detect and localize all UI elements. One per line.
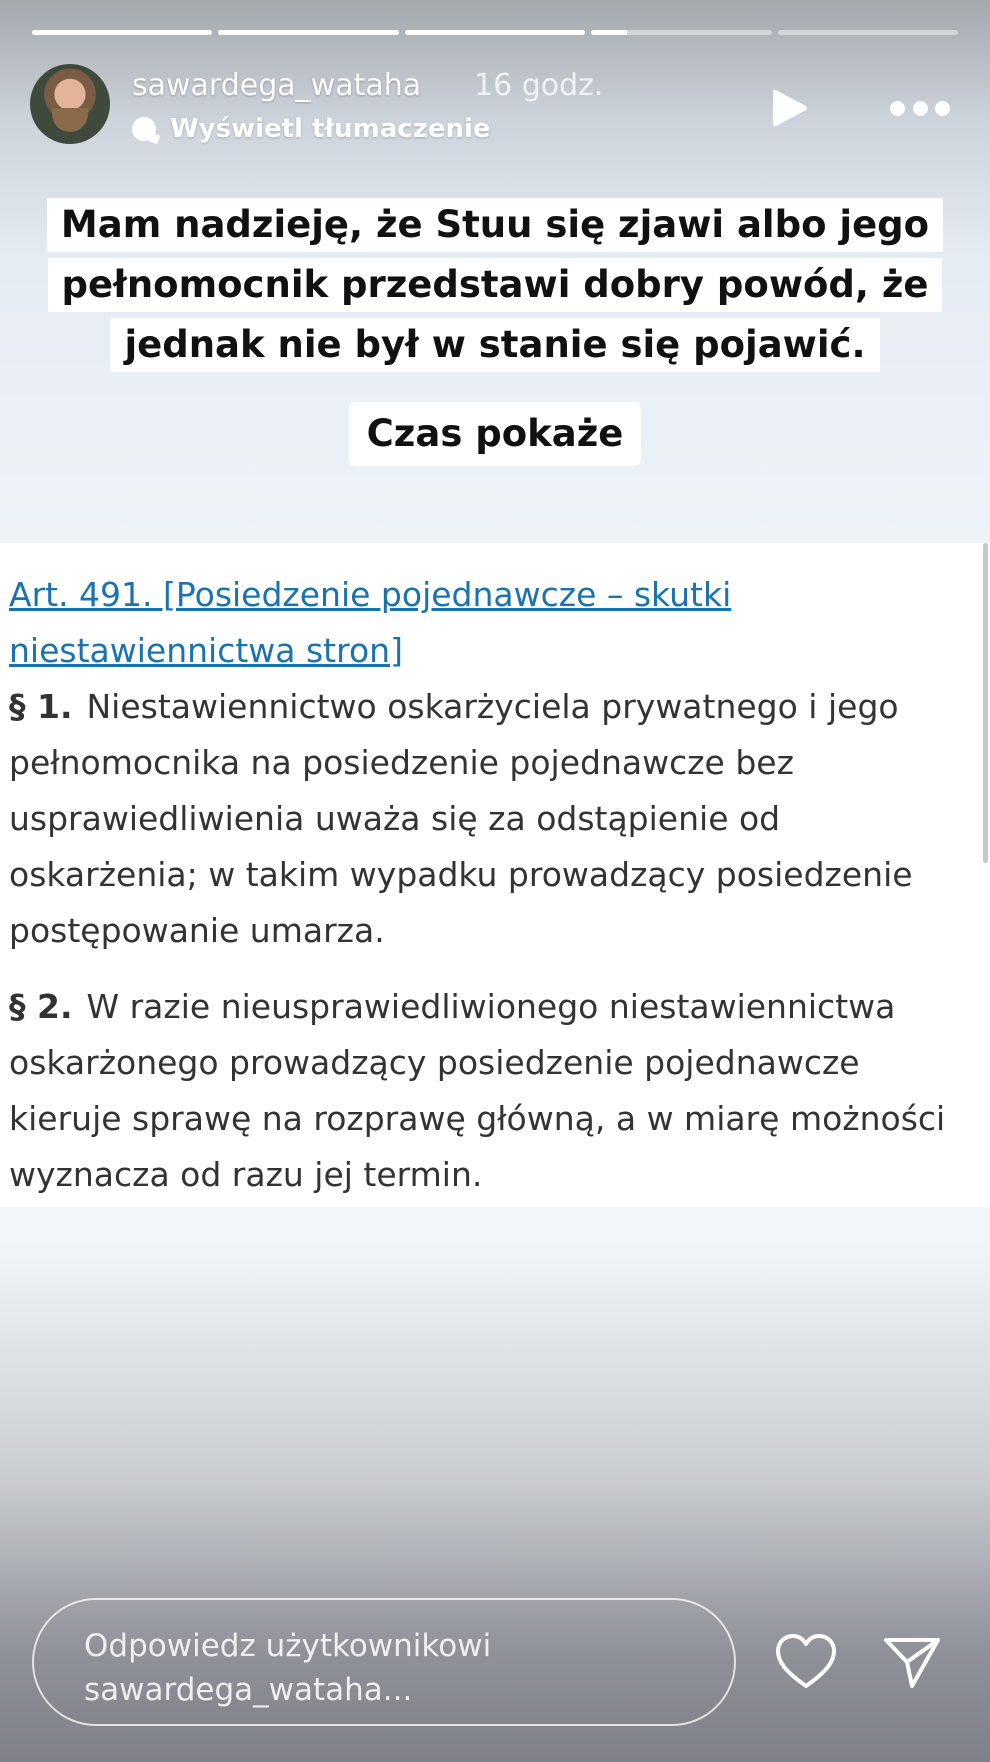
- translate-label: Wyświetl tłumaczenie: [170, 114, 491, 144]
- share-button[interactable]: [880, 1632, 944, 1692]
- story-progress-bar: [32, 30, 958, 35]
- progress-segment: [405, 30, 585, 35]
- progress-segment: [218, 30, 398, 35]
- speech-bubble-icon: [132, 117, 156, 141]
- story-caption: [0, 198, 990, 378]
- paragraph-number: § 2.: [9, 987, 73, 1026]
- paragraph-number: § 1.: [9, 687, 73, 726]
- caption-line: Mam nadzieję, że Stuu się zjawi albo jego: [47, 198, 943, 252]
- law-paragraph-2: § 2. W razie nieusprawiedliwionego niestawiennictwa oskarżonego prowadzący posiedzenie pojednawcze kieruje sprawę na rozprawę główną, a w miarę możności wyznacza od razu jej termin.: [9, 987, 946, 1194]
- play-button[interactable]: [770, 86, 810, 130]
- post-time: 16 godz.: [474, 68, 604, 103]
- story-footer: [32, 1598, 958, 1730]
- send-icon: [880, 1632, 944, 1692]
- caption-line: pełnomocnik przedstawi dobry powód, że: [48, 258, 943, 312]
- law-article-title: Art. 491. [Posiedzenie pojednawcze – skutki niestawiennictwa stron]: [9, 575, 732, 670]
- more-options-button[interactable]: [890, 98, 950, 118]
- more-dot-icon: [890, 101, 905, 116]
- progress-segment: [591, 30, 771, 35]
- progress-segment: [778, 30, 958, 35]
- translate-link[interactable]: [132, 114, 491, 144]
- story-header: [30, 64, 950, 148]
- more-dot-icon: [913, 101, 928, 116]
- progress-segment: [32, 30, 212, 35]
- reply-placeholder: Odpowiedz użytkownikowi sawardega_wataha...: [84, 1628, 492, 1708]
- heart-icon: [774, 1632, 838, 1692]
- play-icon: [770, 86, 810, 130]
- more-dot-icon: [935, 101, 950, 116]
- avatar[interactable]: [30, 64, 110, 144]
- law-excerpt-image: [0, 543, 990, 1207]
- story-caption-second: [0, 402, 990, 466]
- username-link[interactable]: sawardega_wataha: [132, 68, 422, 103]
- law-paragraph-1: § 1. Niestawiennictwo oskarżyciela prywatnego i jego pełnomocnika na posiedzenie pojednawcze bez usprawiedliwienia uważa się za odstąpienie od oskarżenia; w takim wypadku prowadzący posiedzenie postępowanie umarza.: [9, 687, 913, 950]
- caption-line: jednak nie był w stanie się pojawić.: [110, 318, 879, 372]
- reply-input[interactable]: [32, 1598, 736, 1726]
- caption-second-text: Czas pokaże: [349, 402, 642, 466]
- like-button[interactable]: [774, 1632, 838, 1692]
